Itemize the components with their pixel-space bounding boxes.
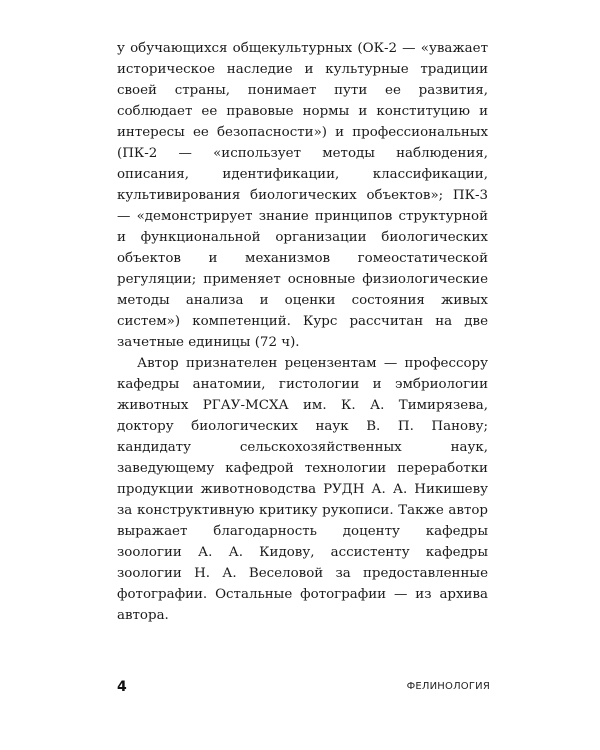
page-footer xyxy=(117,678,490,698)
running-title: ФЕЛИНОЛОГИЯ xyxy=(406,681,490,692)
paragraph-acknowledgements: Автор признателен рецензентам — профессору кафедры анатомии, гистологии и эмбриологии животных РГАУ-МСХА им. К. А. Тимирязева, доктору биологических наук В. П. Панову; кандидату сельскохозяйственных наук, заведующему кафедрой технологии переработки продукции животноводства РУДН А. А. Никишеву за конструктивную критику рукописи. Также автор выражает благодарность доценту кафедры зоологии А. А. Кидову, ассистенту кафедры зоологии Н. А. Веселовой за предоставленные фотографии. Остальные фотографии — из архива автора. xyxy=(117,356,488,623)
paragraph-competencies: у обучающихся общекультурных (ОК-2 — «уважает историческое наследие и культурные традиции своей страны, понимает пути ее развития, соблюдает ее правовые нормы и конституцию и интересы ее безопасности») и профессиональных (ПК-2 — «использует методы наблюдения, описания, идентификации, классификации, культивирования биологических объектов»; ПК-3 — «демонстрирует знание принципов структурной и функциональной организации биологических объектов и механизмов гомеостатической регуляции; применяет основные физиологические методы анализа и оценки состояния живых систем») компетенций. Курс рассчитан на две зачетные единицы (72 ч). xyxy=(117,41,488,350)
page-number: 4 xyxy=(117,679,127,695)
body-text xyxy=(117,38,488,626)
